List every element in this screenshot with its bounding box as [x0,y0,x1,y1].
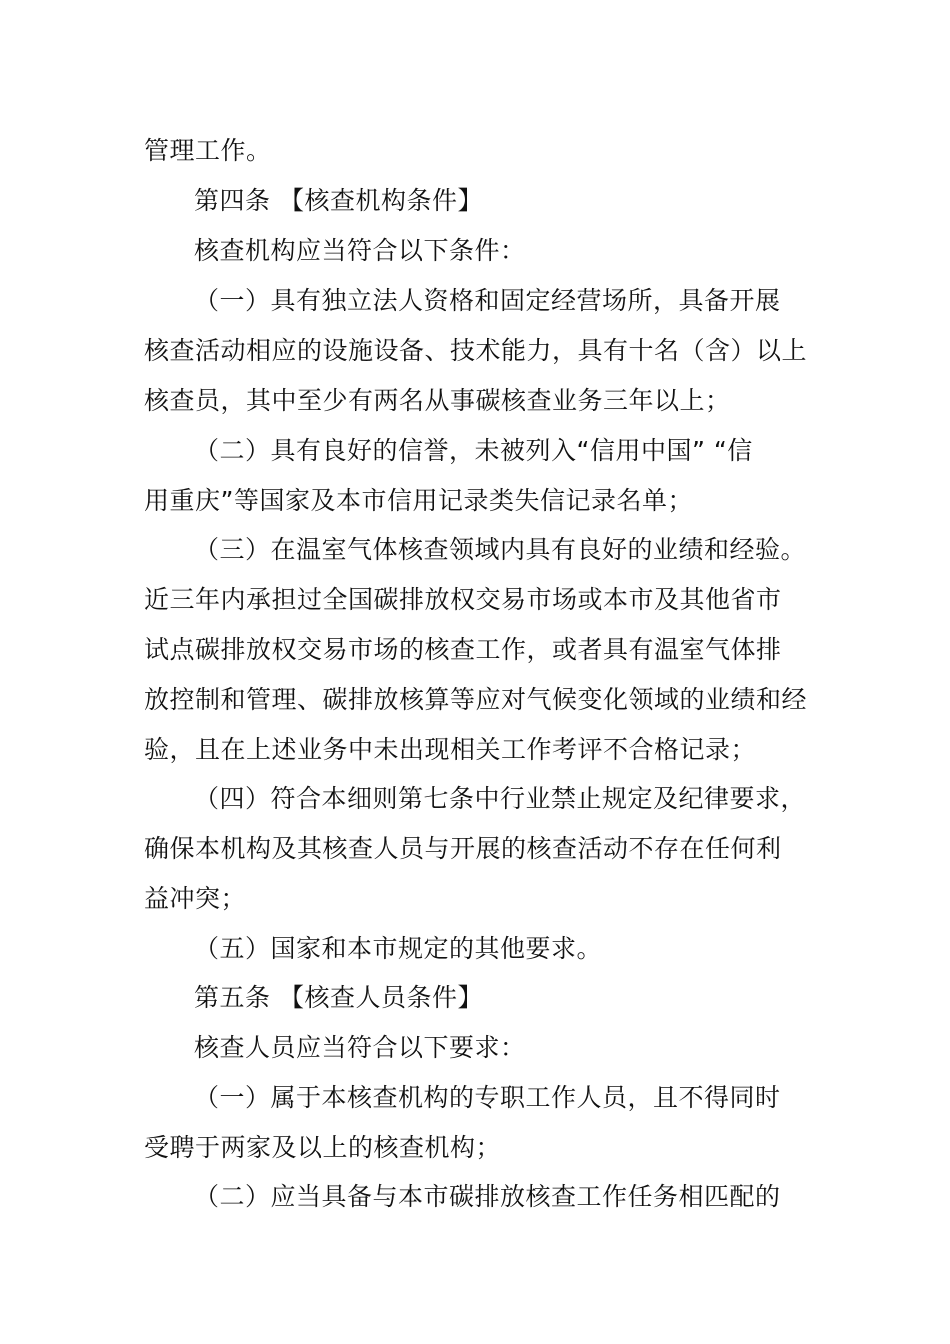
text-line: 管理工作。 [144,136,272,165]
text-line: 核查员，其中至少有两名从事碳核查业务三年以上； [144,386,731,415]
article-heading: 第五条 【核查人员条件】 [194,983,483,1012]
text-line: 益冲突； [144,884,247,913]
text-line: （二）具有良好的信誉，未被列入“信用中国” “信 [194,436,753,465]
text-line: 受聘于两家及以上的核查机构； [144,1133,502,1162]
text-line: （四）符合本细则第七条中行业禁止规定及纪律要求， [194,784,807,813]
text-line: 验，且在上述业务中未出现相关工作考评不合格记录； [144,735,757,764]
text-line: 用重庆”等国家及本市信用记录类失信记录名单； [144,486,693,515]
text-line: 核查机构应当符合以下条件： [194,236,526,265]
text-line: 试点碳排放权交易市场的核查工作，或者具有温室气体排 [144,635,782,664]
text-line: （二）应当具备与本市碳排放核查工作任务相匹配的 [194,1182,781,1211]
article-heading: 第四条 【核查机构条件】 [194,186,483,215]
text-line: 确保本机构及其核查人员与开展的核查活动不存在任何利 [144,834,782,863]
text-line: 近三年内承担过全国碳排放权交易市场或本市及其他省市 [144,585,782,614]
text-line: 核查活动相应的设施设备、技术能力，具有十名（含）以上 [144,336,808,365]
text-line: （一）具有独立法人资格和固定经营场所，具备开展 [194,286,781,315]
text-line: （三）在温室气体核查领域内具有良好的业绩和经验。 [194,535,807,564]
text-line: （五）国家和本市规定的其他要求。 [194,934,603,963]
text-line: 放控制和管理、碳排放核算等应对气候变化领域的业绩和经 [144,685,808,714]
text-line: 核查人员应当符合以下要求： [194,1033,526,1062]
text-line: （一）属于本核查机构的专职工作人员，且不得同时 [194,1083,781,1112]
